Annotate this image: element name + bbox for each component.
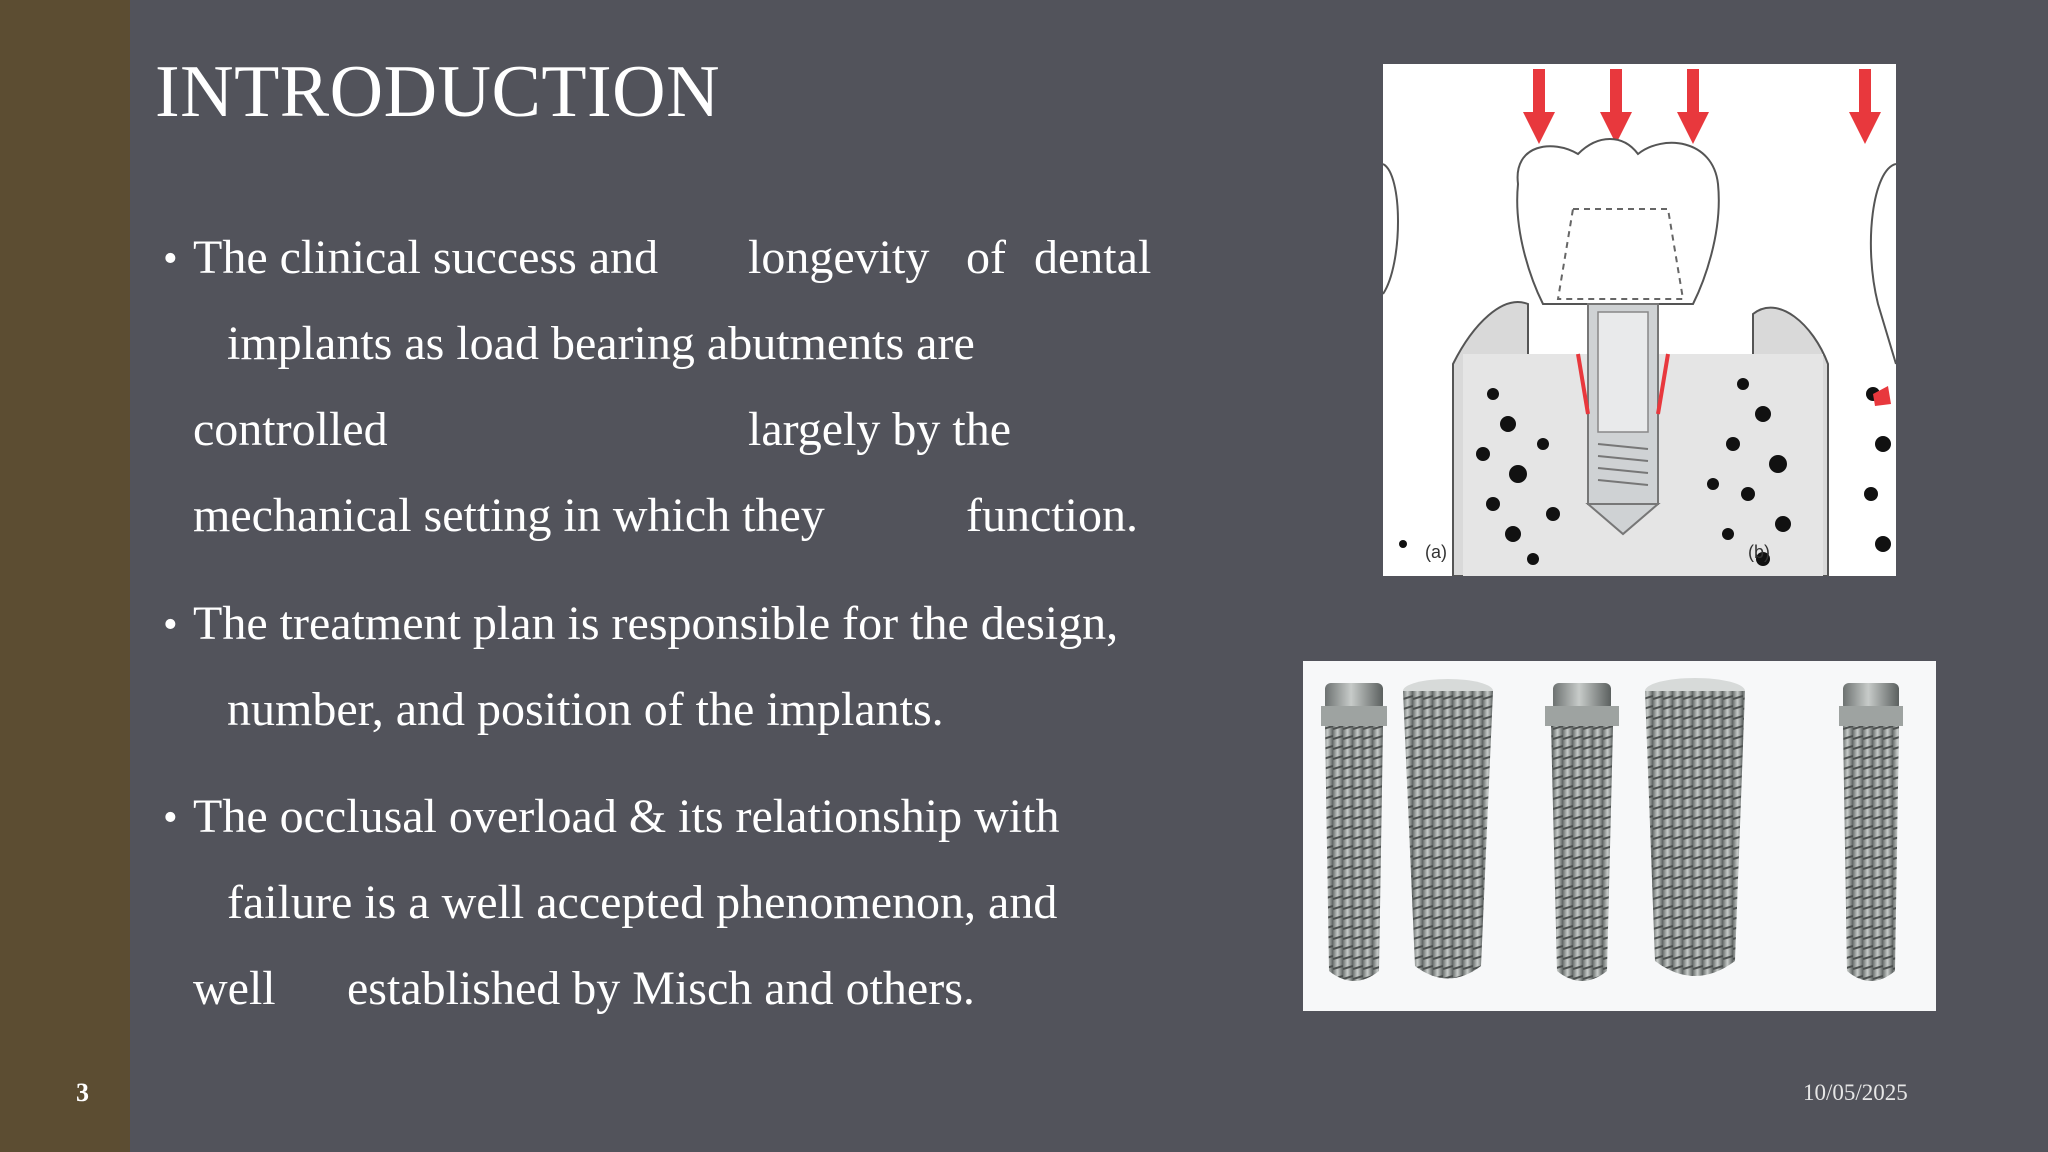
- bullet-2-line-1: The treatment plan is responsible for the design,: [193, 597, 1119, 650]
- bullet-2-marker: •: [163, 602, 178, 648]
- dental-implants-photo: [1303, 661, 1936, 1011]
- slide-number: 3: [76, 1078, 89, 1107]
- implant-load-diagram-image: [1383, 64, 1896, 576]
- slide-date: 10/05/2025: [1803, 1080, 1908, 1105]
- bullet-3-marker: •: [163, 795, 178, 841]
- diagram-label-b: (b): [1748, 542, 1770, 562]
- bullet-1-line-1-part-1: The clinical success and: [193, 231, 659, 284]
- diagram-label-a: (a): [1425, 542, 1447, 562]
- sidebar-accent: [0, 0, 130, 1152]
- bullet-1-line-1-part-2: longevity: [748, 231, 930, 284]
- bullet-3-line-3-part-2: established by Misch and others.: [347, 962, 975, 1015]
- bullet-3-line-2: failure is a well accepted phenomenon, and: [227, 876, 1058, 929]
- bullet-1-line-3-part-1: controlled: [193, 403, 388, 456]
- bullet-1-line-1-part-4: dental: [1034, 231, 1152, 284]
- implant-load-diagram-icon: [1383, 64, 1896, 576]
- bullet-1-line-2: implants as load bearing abutments are: [227, 317, 975, 370]
- bullet-1-line-4-part-2: function.: [966, 489, 1138, 542]
- bullet-1-marker: •: [163, 236, 178, 282]
- bullet-1-line-1-part-3: of: [966, 231, 1006, 284]
- bullet-3-line-3-part-1: well: [193, 962, 276, 1015]
- bullet-2-line-2: number, and position of the implants.: [227, 683, 944, 736]
- bullet-3-line-1: The occlusal overload & its relationship with: [193, 790, 1060, 843]
- bullet-1-line-4-part-1: mechanical setting in which they: [193, 489, 825, 542]
- slide-title: INTRODUCTION: [155, 51, 721, 133]
- bullet-1-line-3-part-2: largely by the: [748, 403, 1012, 456]
- dental-implant-screws-icon: [1303, 661, 1936, 1011]
